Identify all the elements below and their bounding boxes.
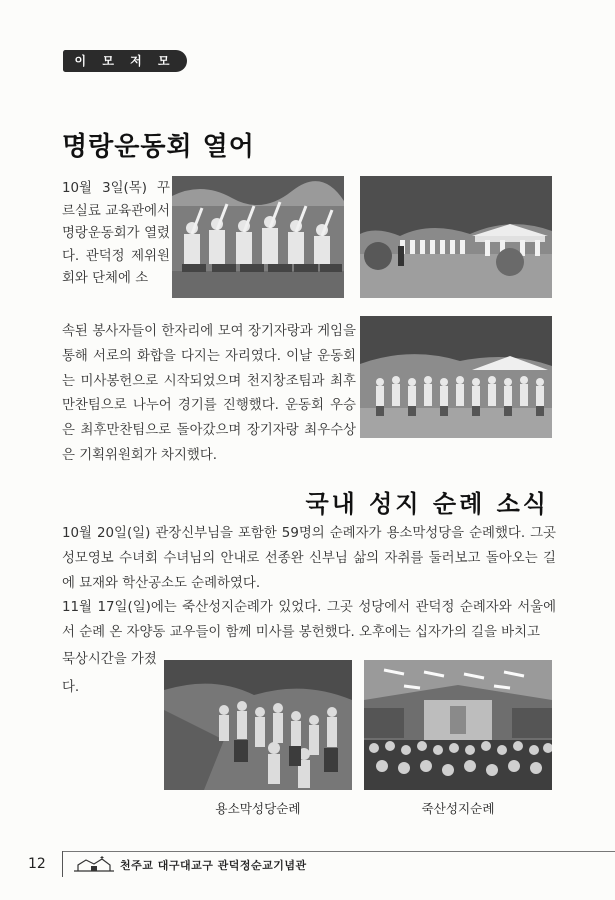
photo-yongsomak-pilgrimage — [164, 660, 352, 790]
photo-juksan-pilgrimage — [364, 660, 552, 790]
shrine-logo-icon — [72, 855, 116, 873]
article-title-sports-day: 명랑운동회 열어 — [62, 132, 255, 162]
photo-relay-game — [360, 316, 552, 438]
footer-divider — [62, 851, 615, 852]
pilgrimage-paragraph-1: 10월 20일(일) 관장신부님을 포함한 59명의 순례자가 용소막성당을 순례했다. 그곳 성모영보 수녀회 수녀님의 안내로 선종완 신부님 삶의 자취를 둘러보고 돌아오는 길에 묘재와 학산공소도 순례하였다. — [62, 526, 556, 591]
article-title-pilgrimage: 국내 성지 순례 소식 — [305, 489, 549, 518]
article-body-text: 속된 봉사자들이 한자리에 모여 장기자랑과 게임을 통해 서로의 화합을 다지는 자리였다. 이날 운동회는 미사봉헌으로 시작되었으며 천지창조팀과 최후만찬팀으로 나누어 경기를 진행했다. 운동회 우승은 최후만찬팀으로 돌아갔으며 장기자랑 최우수상은 기획위원회가 차지했다. — [62, 324, 356, 463]
footer-vertical-divider — [62, 851, 63, 877]
page-number: 12 — [28, 856, 46, 872]
article-intro-text: 10월 3일(목) 꾸르실료 교육관에서 명랑운동회가 열렸다. 관덕정 제위원회와 단체에 소 — [62, 181, 170, 287]
footer-publisher: 천주교 대구대교구 관덕정순교기념관 — [120, 859, 307, 872]
photo-stretching — [172, 176, 344, 298]
photo-ball-game — [360, 176, 552, 298]
photo-caption-yongsomak: 용소막성당순례 — [215, 801, 301, 816]
pilgrimage-paragraph-2: 11월 17일(일)에는 죽산성지순례가 있었다. 그곳 성당에서 관덕정 순례자와 서울에서 순례 온 자양동 교우들이 함께 미사를 봉헌했다. 오후에는 십자가의 길을 바치고 — [62, 600, 556, 641]
pilgrimage-body — [62, 522, 556, 646]
section-tab: 이 모 저 모 — [63, 50, 187, 72]
pilgrimage-paragraph-tail: 묵상시간을 가졌다. — [62, 652, 157, 695]
photo-caption-juksan: 죽산성지순례 — [421, 801, 495, 816]
